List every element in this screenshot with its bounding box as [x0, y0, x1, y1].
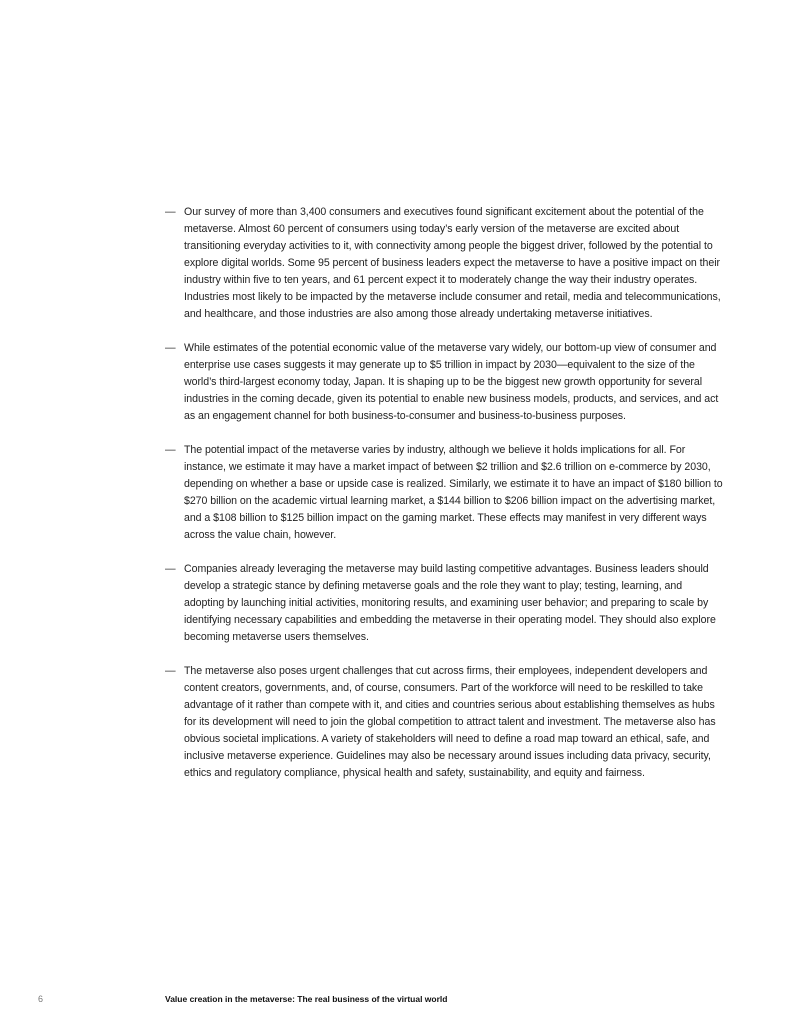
page-number: 6 — [38, 994, 44, 1004]
dash-bullet-icon: — — [165, 342, 176, 354]
list-item — [165, 442, 725, 544]
key-findings-list — [165, 204, 725, 799]
bullet-text: While estimates of the potential economic value of the metaverse vary widely, our bottom-up view of consumer and enterprise use cases suggests it may generate up to $5 trillion in impact by 2030—equivalent to the size of the world’s third-largest economy today, Japan. It is shaping up to be the biggest new growth opportunity for several industries in the coming decade, given its potential to enable new business models, products, and services, and act as an engagement channel for both business-to-consumer and business-to-business purposes. — [184, 342, 719, 422]
list-item — [165, 340, 725, 425]
bullet-text: Companies already leveraging the metaverse may build lasting competitive advantages. Business leaders should develop a strategic stance by defining metaverse goals and the role they want to play; testing, learning, and adopting by launching initial activities, monitoring results, and examining user behavior; and preparing to scale by identifying necessary capabilities and embedding the metaverse in their operating model. They should also explore becoming metaverse users themselves. — [184, 563, 716, 643]
list-item — [165, 204, 725, 323]
running-footer-title: Value creation in the metaverse: The real business of the virtual world — [165, 994, 448, 1004]
list-item — [165, 561, 725, 646]
dash-bullet-icon: — — [165, 206, 176, 218]
list-item — [165, 663, 725, 782]
dash-bullet-icon: — — [165, 563, 176, 575]
dash-bullet-icon: — — [165, 665, 176, 677]
bullet-text: The potential impact of the metaverse varies by industry, although we believe it holds implications for all. For instance, we estimate it may have a market impact of between $2 trillion and $2.6 trillion on e-commerce by 2030, depending on whether a base or upside case is realized. Similarly, we estimate it to have an impact of $180 billion to $270 billion on the academic virtual learning market, a $144 billion to $206 billion impact on the advertising market, and a $108 billion to $125 billion impact on the gaming market. These effects may manifest in very different ways across the value chain, however. — [184, 444, 723, 541]
dash-bullet-icon: — — [165, 444, 176, 456]
bullet-text: Our survey of more than 3,400 consumers and executives found significant excitement about the potential of the metaverse. Almost 60 percent of consumers using today’s early version of the metaverse are excited about transitioning everyday activities to it, with connectivity among people the biggest driver, followed by the potential to explore digital worlds. Some 95 percent of business leaders expect the metaverse to have a positive impact on their industry within five to ten years, and 61 percent expect it to moderately change the way their industry operates. Industries most likely to be impacted by the metaverse include consumer and retail, media and telecommunications, and healthcare, and those industries are also among those already undertaking metaverse initiatives. — [184, 206, 721, 320]
bullet-text: The metaverse also poses urgent challenges that cut across firms, their employees, independent developers and content creators, governments, and, of course, consumers. Part of the workforce will need to be reskilled to take advantage of it rather than compete with it, and cities and countries serious about establishing themselves as hubs for its development will need to join the global competition to attract talent and investment. The metaverse also has obvious societal implications. A variety of stakeholders will need to define a road map toward an ethical, safe, and inclusive metaverse experience. Guidelines may also be necessary around issues including data privacy, security, ethics and regulatory compliance, physical health and safety, sustainability, and equity and fairness. — [184, 665, 716, 779]
